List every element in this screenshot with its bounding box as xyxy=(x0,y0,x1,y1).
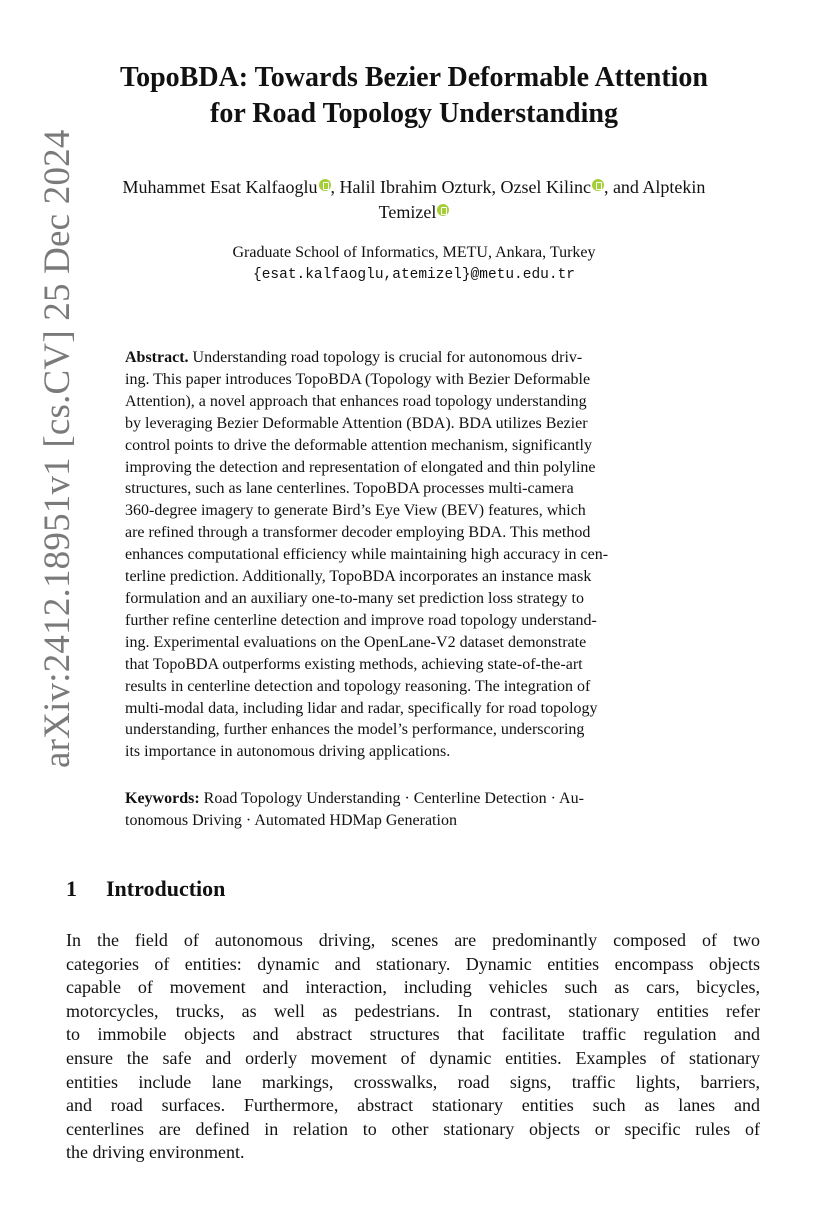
intro-line: and road surfaces. Furthermore, abstract stationary entities such as lanes and xyxy=(66,1095,760,1116)
abstract-line: Abstract. Understanding road topology is crucial for autonomous driv- xyxy=(125,349,583,366)
arxiv-sidebar xyxy=(34,64,82,768)
abstract-line: ing. This paper introduces TopoBDA (Topology with Bezier Deformable xyxy=(125,370,591,388)
section-number: 1 xyxy=(66,876,77,901)
authors-ozturk-kilinc: , Halil Ibrahim Ozturk, Ozsel Kilinc xyxy=(330,177,591,197)
intro-line: entities include lane markings, crosswalks, road signs, traffic lights, barriers, xyxy=(66,1071,760,1092)
abstract-line: further refine centerline detection and improve road topology understand- xyxy=(125,611,597,629)
affiliation-block xyxy=(66,242,762,286)
abstract-line: control points to drive the deformable attention mechanism, significantly xyxy=(125,436,592,454)
abstract-line: results in centerline detection and topology reasoning. The integration of xyxy=(125,677,591,695)
abstract-line: enhances computational efficiency while maintaining high accuracy in cen- xyxy=(125,546,609,564)
authors-line-2 xyxy=(66,200,762,225)
keywords xyxy=(125,788,705,832)
intro-line: to immobile objects and abstract structures that facilitate traffic regulation and xyxy=(66,1024,760,1045)
title-line-2: for Road Topology Understanding xyxy=(210,98,618,129)
abstract-line: by leveraging Bezier Deformable Attention (BDA). BDA utilizes Bezier xyxy=(125,414,588,432)
authors-and-alptekin: , and Alptekin xyxy=(603,177,706,197)
authors-line-1 xyxy=(66,175,762,200)
abstract-line: are refined through a transformer decoder employing BDA. This method xyxy=(125,524,591,542)
section-heading-introduction xyxy=(66,874,225,904)
introduction-paragraph xyxy=(66,929,760,1165)
intro-line: In the field of autonomous driving, scenes are predominantly composed of two xyxy=(66,930,760,950)
paper-title xyxy=(70,60,758,132)
title-line-1: TopoBDA: Towards Bezier Deformable Attention xyxy=(120,62,708,93)
abstract-line: structures, such as lane centerlines. TopoBDA processes multi-camera xyxy=(125,480,574,498)
intro-line: ensure the safe and orderly movement of dynamic entities. Examples of stationary xyxy=(66,1047,760,1068)
abstract-line: ing. Experimental evaluations on the OpenLane-V2 dataset demonstrate xyxy=(125,633,587,651)
abstract-line: formulation and an auxiliary one-to-many set prediction loss strategy to xyxy=(125,589,584,607)
abstract-line: multi-modal data, including lidar and radar, specifically for road topology xyxy=(125,699,598,717)
author-list xyxy=(66,175,762,225)
affiliation: Graduate School of Informatics, METU, Ankara, Turkey xyxy=(232,244,596,261)
abstract-line: understanding, further enhances the model’s performance, underscoring xyxy=(125,721,585,739)
intro-line: motorcycles, trucks, as well as pedestrians. In contrast, stationary entities refer xyxy=(66,1000,760,1021)
abstract-line: terline prediction. Additionally, TopoBDA incorporates an instance mask xyxy=(125,568,592,586)
orcid-icon[interactable] xyxy=(592,179,604,191)
intro-line: categories of entities: dynamic and stationary. Dynamic entities encompass objects xyxy=(66,953,760,974)
author-temizel: Temizel xyxy=(378,202,437,222)
abstract-line: that TopoBDA outperforms existing methods, achieving state-of-the-art xyxy=(125,655,583,673)
abstract-label: Abstract. xyxy=(125,349,189,366)
abstract-line: improving the detection and representation of elongated and thin polyline xyxy=(125,458,596,476)
section-title: Introduction xyxy=(106,876,226,901)
keywords-label: Keywords: xyxy=(125,790,200,807)
orcid-icon[interactable] xyxy=(437,204,449,216)
intro-line: the driving environment. xyxy=(66,1142,245,1163)
keywords-line: Keywords: Road Topology Understanding · Centerline Detection · Au- xyxy=(125,790,584,807)
intro-line: capable of movement and interaction, including vehicles such as cars, bicycles, xyxy=(66,977,760,998)
author-email: {esat.kalfaoglu,atemizel}@metu.edu.tr xyxy=(253,267,575,283)
abstract xyxy=(125,347,705,763)
intro-line: centerlines are defined in relation to other stationary objects or specific rules of xyxy=(66,1118,760,1139)
orcid-icon[interactable] xyxy=(319,179,331,191)
abstract-line: Attention), a novel approach that enhances road topology understanding xyxy=(125,392,587,410)
abstract-line: its importance in autonomous driving applications. xyxy=(125,743,451,761)
arxiv-identifier: arXiv:2412.18951v1 [cs.CV] 25 Dec 2024 xyxy=(37,129,78,768)
abstract-line: 360-degree imagery to generate Bird’s Eye View (BEV) features, which xyxy=(125,502,586,520)
keywords-line: tonomous Driving · Automated HDMap Generation xyxy=(125,812,457,829)
author-kalfaoglu: Muhammet Esat Kalfaoglu xyxy=(122,177,318,197)
